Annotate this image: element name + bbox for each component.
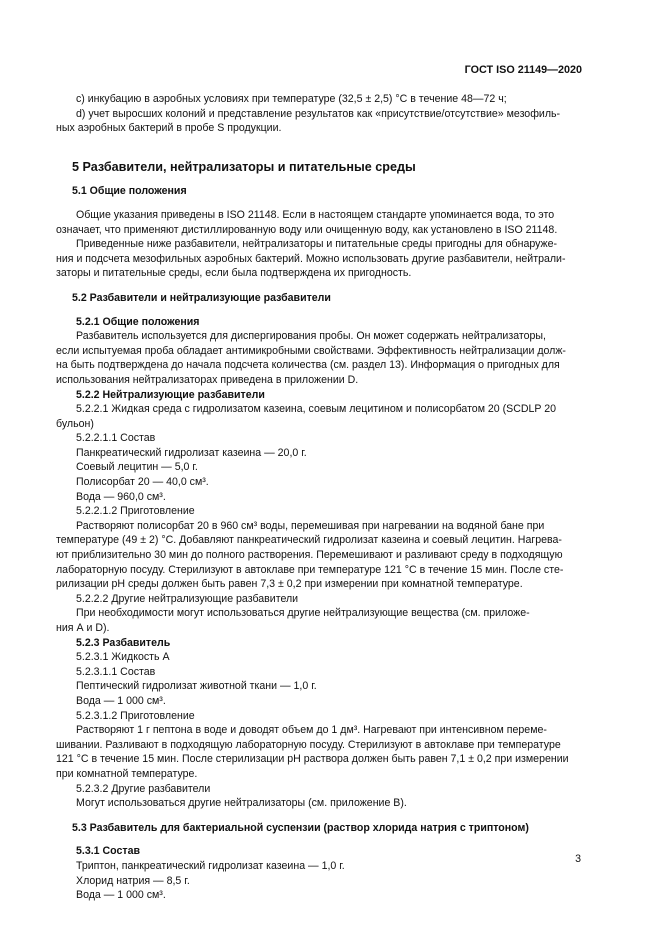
composition-item: Панкреатический гидролизат казеина — 20,0 г. <box>76 446 307 459</box>
paragraph-line: Могут использоваться другие нейтрализаторы (см. приложение В). <box>76 797 407 810</box>
paragraph-line: если испытуемая проба обладает антимикробными свойствами. Эффективность нейтрализации долж- <box>56 344 566 357</box>
paragraph-line: Общие указания приведены в ISO 21148. Если в настоящем стандарте упоминается вода, то это <box>76 208 555 221</box>
paragraph-line: ния и подсчета мезофильных аэробных бактерий. Можно использовать другие разбавители, нейтрали- <box>56 252 566 265</box>
subsection-heading: 5.2.3.1.1 Состав <box>76 665 156 678</box>
intro-item-d-line: d) учет выросших колоний и представление результатов как «присутствие/отсутствие» мезофиль- <box>76 107 561 120</box>
paragraph-line: Растворяют полисорбат 20 в 960 см³ воды, перемешивая при нагревании на водяной бане при <box>76 519 545 532</box>
paragraph-line: при комнатной температуре. <box>56 767 198 780</box>
intro-item-d-line: ных аэробных бактерий в пробе S продукции. <box>56 122 282 135</box>
section-5-2-3-title: 5.2.3 Разбавитель <box>76 636 171 649</box>
paragraph-line: лабораторную посуду. Стерилизуют в автоклаве при температуре 121 °С в течение 15 мин. После сте- <box>56 563 564 576</box>
intro-item-c: c) инкубацию в аэробных условиях при температуре (32,5 ± 2,5) °С в течение 48—72 ч; <box>76 93 507 105</box>
subsection-heading: 5.2.3.1 Жидкость А <box>76 651 170 664</box>
section-5-2-1-title: 5.2.1 Общие положения <box>76 315 200 328</box>
composition-item: Вода — 1 000 см³. <box>76 889 166 902</box>
section-5-1-title: 5.1 Общие положения <box>72 185 187 198</box>
paragraph-line: бульон) <box>56 417 94 430</box>
composition-item: Соевый лецитин — 5,0 г. <box>76 461 198 474</box>
paragraph-line: Приведенные ниже разбавители, нейтрализаторы и питательные среды пригодны для обнаруже- <box>76 238 558 251</box>
paragraph-line: заторы и питательные среды, если была подтверждена их пригодность. <box>56 267 412 280</box>
composition-item: Вода — 960,0 см³. <box>76 490 166 503</box>
section-5-3-1-title: 5.3.1 Состав <box>76 845 140 858</box>
page-number: 3 <box>575 853 581 865</box>
paragraph-line: ния А и D). <box>56 622 110 634</box>
subsection-heading: 5.2.2.1.2 Приготовление <box>76 505 195 518</box>
paragraph-line: Растворяют 1 г пептона в воде и доводят объем до 1 дм³. Нагревают при интенсивном переме- <box>76 724 547 737</box>
paragraph-line: означает, что применяют дистиллированную воду или очищенную воду, как установлено в ISO 21148. <box>56 223 558 236</box>
paragraph-line: 121 °С в течение 15 мин. После стерилизации pH раствора должен быть равен 7,1 ± 0,2 при измерении <box>56 753 569 766</box>
paragraph-line: При необходимости могут использоваться другие нейтрализующие вещества (см. приложе- <box>76 607 530 620</box>
subsection-heading: 5.2.3.2 Другие разбавители <box>76 782 211 795</box>
subsection-heading: 5.2.2.2 Другие нейтрализующие разбавители <box>76 592 299 605</box>
subsection-heading: 5.2.2.1.1 Состав <box>76 432 156 445</box>
section-5-3-title: 5.3 Разбавитель для бактериальной суспензии (раствор хлорида натрия с триптоном) <box>72 821 529 834</box>
composition-item: Пептический гидролизат животной ткани — 1,0 г. <box>76 680 317 693</box>
paragraph-line: ют приблизительно 30 мин до полного растворения. Перемешивают и разливают среду в подходящую <box>56 549 563 562</box>
composition-item: Хлорид натрия — 8,5 г. <box>76 874 190 887</box>
composition-item: Полисорбат 20 — 40,0 см³. <box>76 476 209 489</box>
paragraph-line: 5.2.2.1 Жидкая среда с гидролизатом казеина, соевым лецитином и полисорбатом 20 (SCDLP 20 <box>76 403 557 416</box>
document-header: ГОСТ ISO 21149—2020 <box>464 64 582 76</box>
page-body <box>56 92 580 903</box>
section-5-2-title: 5.2 Разбавители и нейтрализующие разбавители <box>72 291 331 304</box>
subsection-heading: 5.2.3.1.2 Приготовление <box>76 709 195 722</box>
paragraph-line: на быть подтверждена до начала подсчета количества (см. раздел 13). Информация о пригодных для <box>56 359 560 372</box>
composition-item: Вода — 1 000 см³. <box>76 694 166 707</box>
section-5-title: 5 Разбавители, нейтрализаторы и питательные среды <box>72 159 416 174</box>
paragraph-line: Разбавитель используется для диспергирования пробы. Он может содержать нейтрализаторы, <box>76 330 546 343</box>
paragraph-line: температуре (49 ± 2) °С. Добавляют панкреатический гидролизат казеина и соевый лецитин. Нагрева- <box>56 534 562 547</box>
composition-item: Триптон, панкреатический гидролизат казеина — 1,0 г. <box>76 859 345 872</box>
paragraph-line: шивании. Разливают в подходящую лабораторную посуду. Стерилизуют в автоклаве при температуре <box>56 738 561 751</box>
section-5-2-2-title: 5.2.2 Нейтрализующие разбавители <box>76 388 265 401</box>
paragraph-line: рилизации pH среды должен быть равен 7,3 ± 0,2 при измерении при комнатной температуре. <box>56 578 523 591</box>
paragraph-line: использования нейтрализаторах приведена в приложении D. <box>56 373 359 386</box>
